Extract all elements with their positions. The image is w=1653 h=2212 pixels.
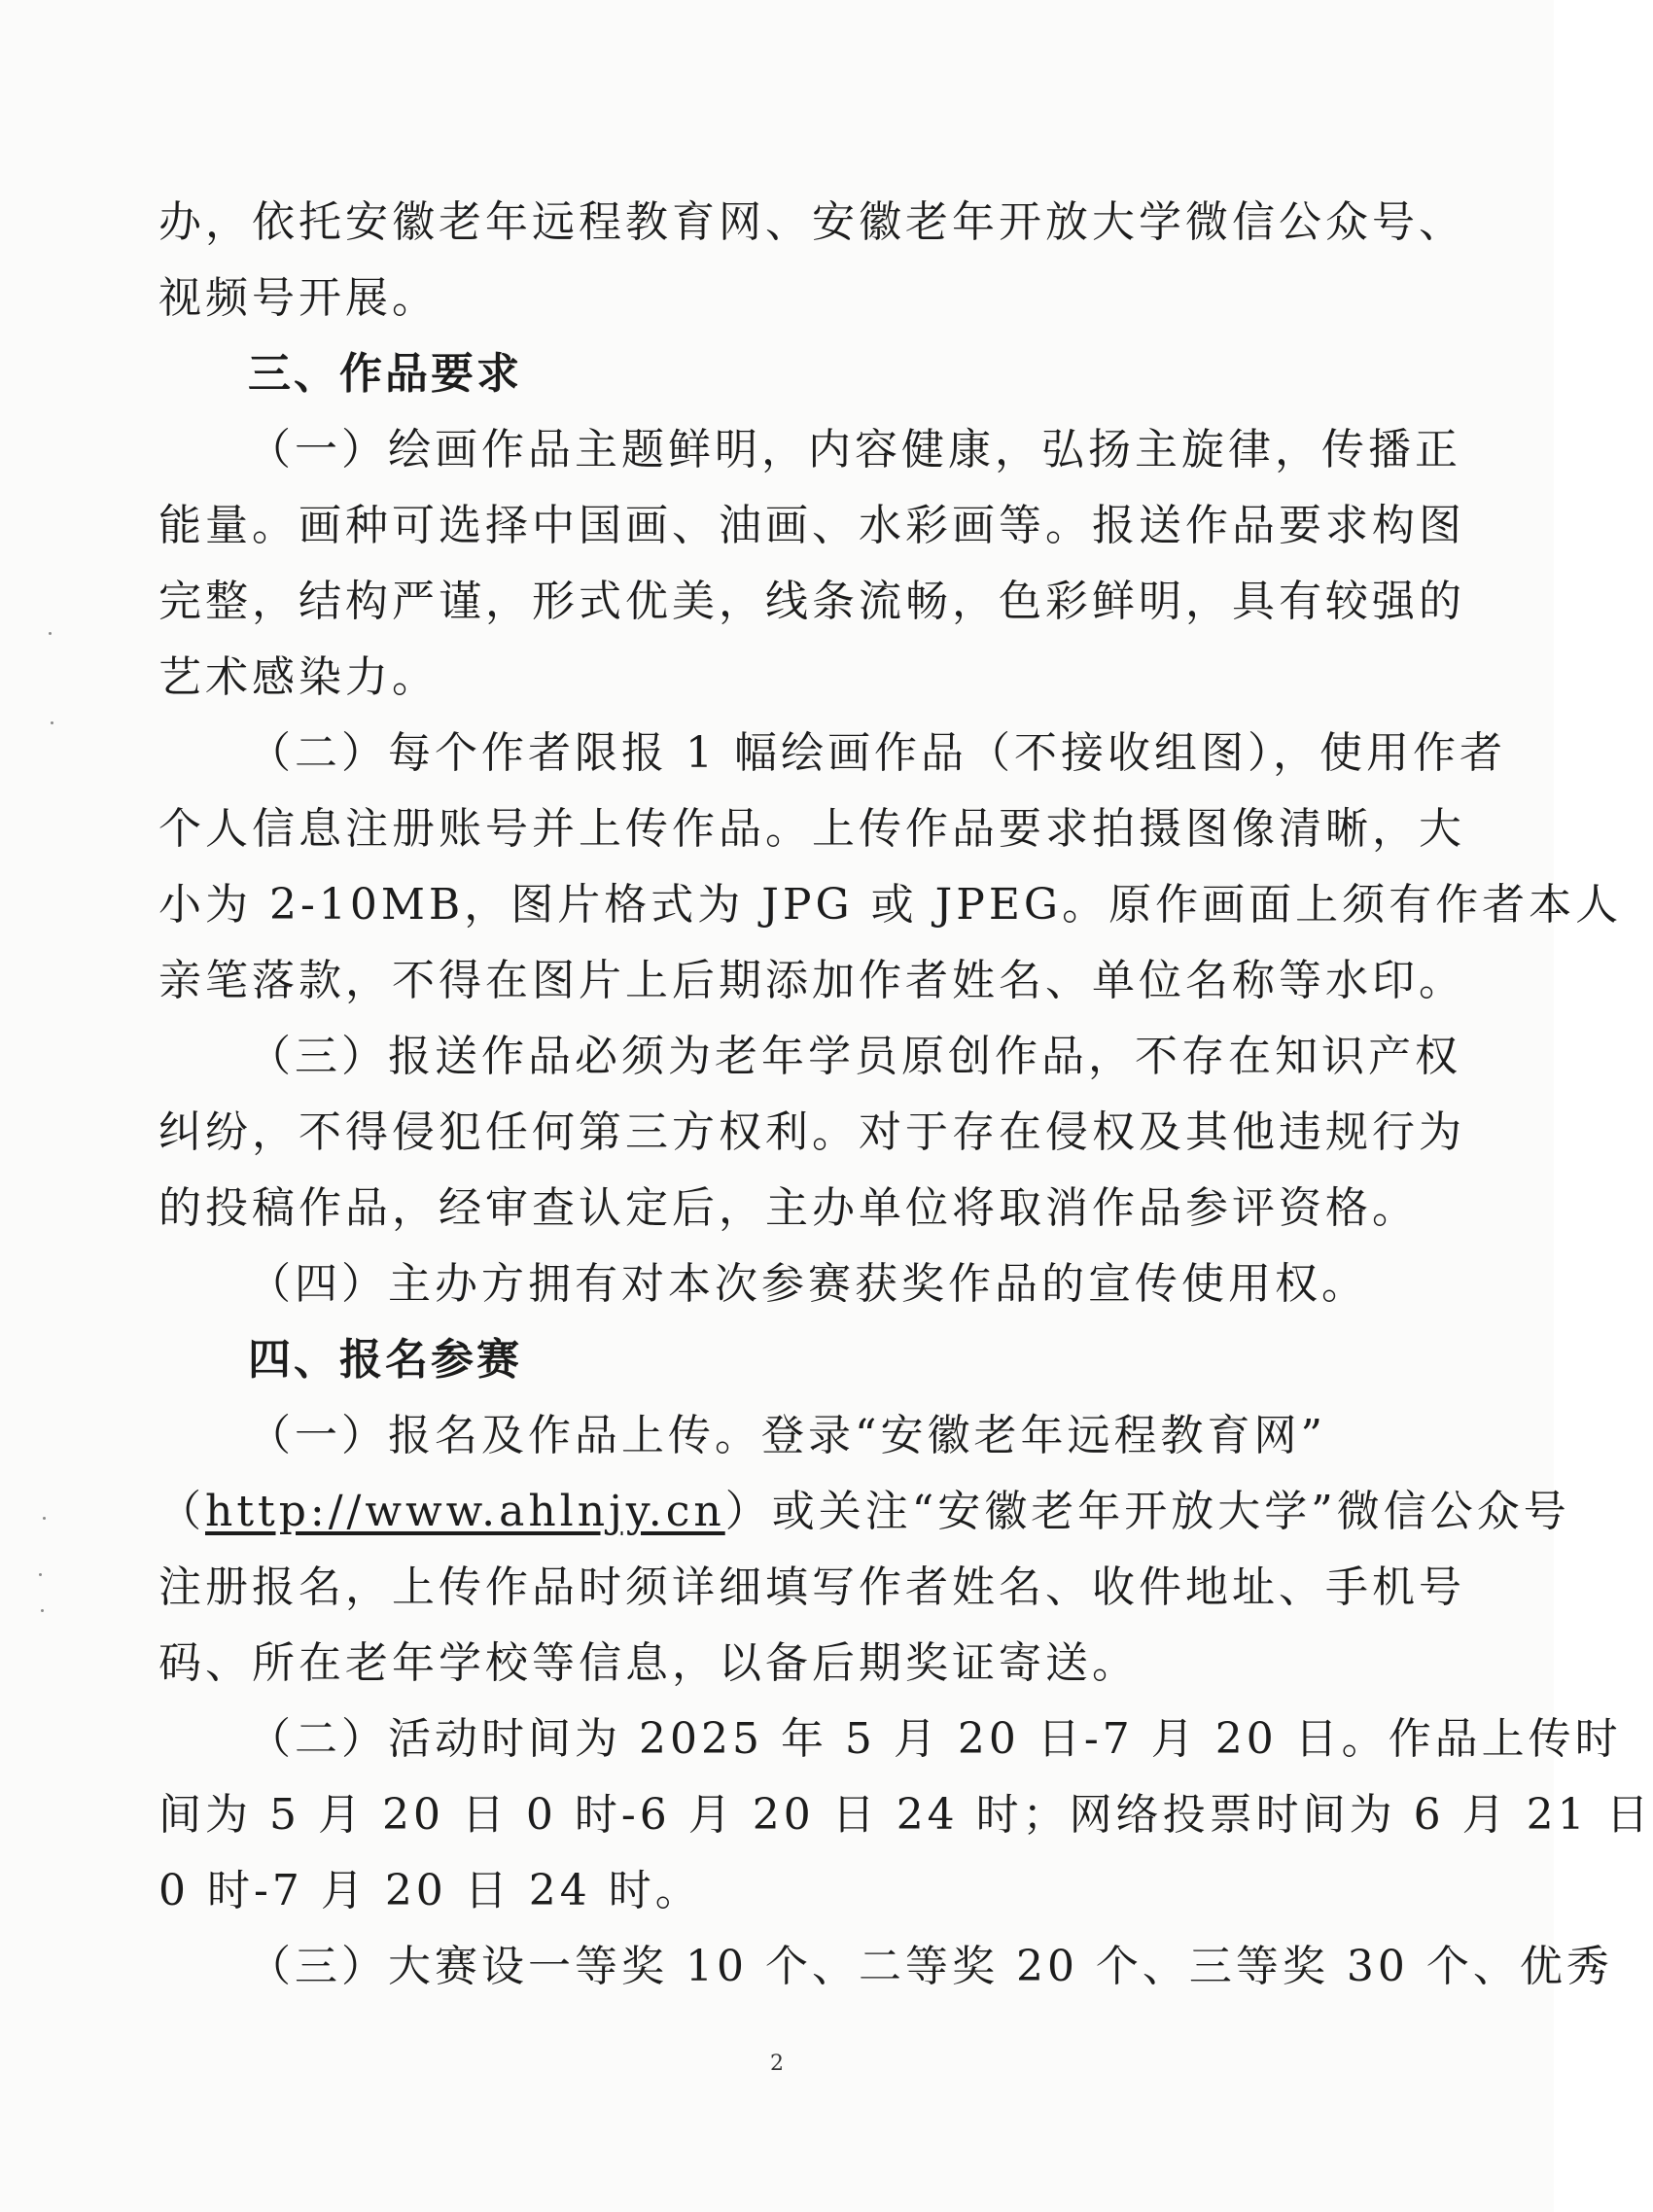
scan-speck bbox=[39, 1573, 42, 1576]
text-line: 能量。画种可选择中国画、油画、水彩画等。报送作品要求构图 bbox=[158, 501, 1465, 550]
text-line: 0 时-7 月 20 日 24 时。 bbox=[158, 1866, 702, 1915]
text-line: 的投稿作品，经审查认定后，主办单位将取消作品参评资格。 bbox=[158, 1183, 1419, 1233]
text-line: 小为 2-10MB，图片格式为 JPG 或 JPEG。原作画面上须有作者本人 bbox=[158, 880, 1623, 930]
text-line: 完整，结构严谨，形式优美，线条流畅，色彩鲜明，具有较强的 bbox=[158, 577, 1465, 626]
text-line: 纠纷，不得侵犯任何第三方权利。对于存在侵权及其他违规行为 bbox=[158, 1107, 1465, 1157]
text-line: 办，依托安徽老年远程教育网、安徽老年开放大学微信公众号、 bbox=[158, 197, 1465, 247]
scan-speck bbox=[43, 1517, 46, 1520]
url-line-prefix: （ bbox=[158, 1487, 205, 1536]
document-body bbox=[158, 185, 1653, 2005]
paragraph-start: （三）大赛设一等奖 10 个、二等奖 20 个、三等奖 30 个、优秀 bbox=[248, 1942, 1613, 1991]
paragraph-start: （一）绘画作品主题鲜明，内容健康，弘扬主旋律，传播正 bbox=[248, 425, 1461, 474]
paragraph-start: （一）报名及作品上传。登录“安徽老年远程教育网” bbox=[248, 1411, 1326, 1460]
section-heading: 四、报名参赛 bbox=[248, 1335, 522, 1385]
paragraph-start: （四）主办方拥有对本次参赛获奖作品的宣传使用权。 bbox=[248, 1259, 1368, 1309]
text-line: 码、所在老年学校等信息，以备后期奖证寄送。 bbox=[158, 1638, 1139, 1688]
scan-speck bbox=[49, 632, 52, 635]
page-number: 2 bbox=[770, 2052, 784, 2076]
url-line-suffix: ）或关注“安徽老年开放大学”微信公众号 bbox=[724, 1487, 1570, 1536]
paragraph-start: （三）报送作品必须为老年学员原创作品，不存在知识产权 bbox=[248, 1032, 1461, 1081]
text-line: 间为 5 月 20 日 0 时-6 月 20 日 24 时；网络投票时间为 6 月 21 日 bbox=[158, 1790, 1653, 1840]
scan-speck bbox=[51, 721, 53, 724]
text-line: 艺术感染力。 bbox=[158, 652, 439, 702]
text-line: 视频号开展。 bbox=[158, 273, 439, 323]
text-line: 亲笔落款，不得在图片上后期添加作者姓名、单位名称等水印。 bbox=[158, 956, 1465, 1005]
paragraph-start: （二）活动时间为 2025 年 5 月 20 日-7 月 20 日。作品上传时 bbox=[248, 1714, 1622, 1764]
website-link[interactable]: http://www.ahlnjy.cn bbox=[205, 1487, 725, 1536]
text-line: 个人信息注册账号并上传作品。上传作品要求拍摄图像清晰，大 bbox=[158, 804, 1465, 854]
section-heading: 三、作品要求 bbox=[248, 349, 522, 399]
scan-speck bbox=[41, 1609, 44, 1612]
paragraph-start: （二）每个作者限报 1 幅绘画作品（不接收组图），使用作者 bbox=[248, 728, 1506, 778]
text-line: 注册报名，上传作品时须详细填写作者姓名、收件地址、手机号 bbox=[158, 1562, 1465, 1612]
url-line bbox=[158, 1474, 1570, 1550]
